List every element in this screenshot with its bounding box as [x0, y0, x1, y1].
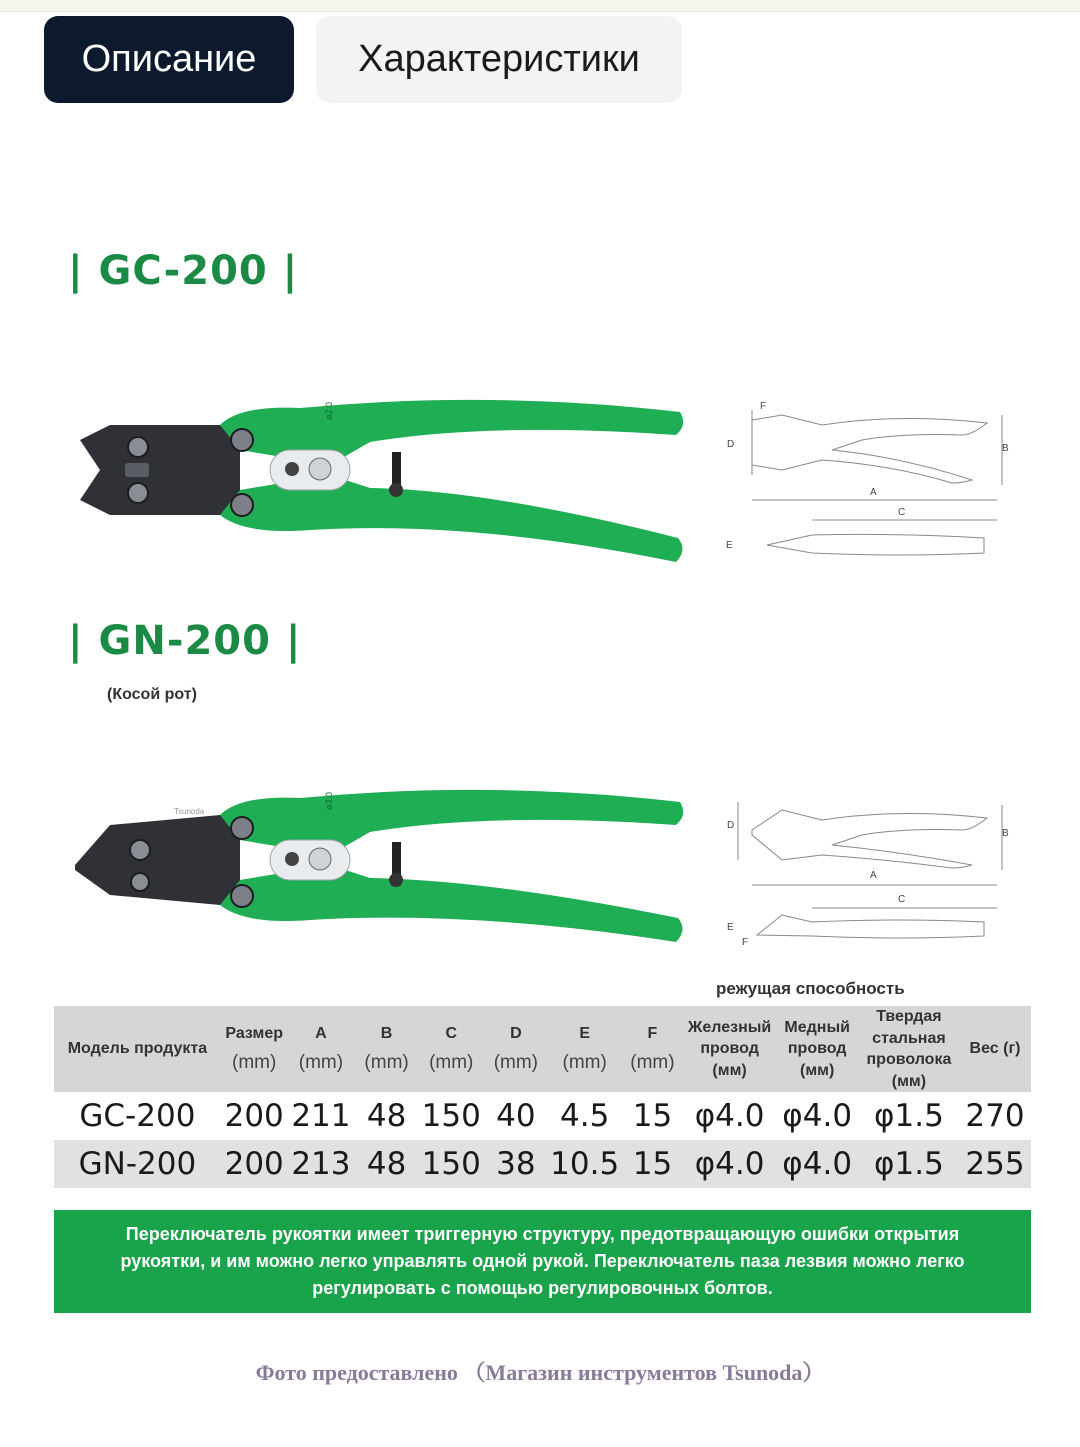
- table-cell: 150: [421, 1098, 481, 1135]
- table-cell: 213: [288, 1140, 355, 1188]
- col-d: D (mm): [484, 1006, 549, 1092]
- table-cell: φ4.0: [782, 1098, 853, 1135]
- model-title-gn200: | GN-200 |: [68, 618, 302, 664]
- table-cell: 200: [221, 1140, 288, 1188]
- svg-text:F: F: [742, 937, 749, 948]
- cutting-capacity-label: режущая способность: [716, 979, 905, 998]
- table-cell: 211: [291, 1098, 351, 1135]
- col-size: Размер (mm): [221, 1006, 288, 1092]
- table-cell: 40: [496, 1098, 536, 1135]
- gn200-engraving: Tsunoda: [174, 807, 205, 816]
- svg-text:C: C: [898, 894, 906, 905]
- col-c: C (mm): [419, 1006, 484, 1092]
- tab-description[interactable]: Описание: [44, 16, 294, 103]
- col-iron-wire: Железный провод (мм): [684, 1006, 776, 1092]
- col-a: A (mm): [288, 1006, 355, 1092]
- svg-text:B: B: [1002, 443, 1009, 454]
- top-status-strip: [0, 0, 1080, 12]
- table-cell: 255: [959, 1140, 1031, 1188]
- table-cell: φ4.0: [694, 1098, 765, 1135]
- svg-text:A: A: [870, 870, 877, 881]
- table-cell: 150: [419, 1140, 484, 1188]
- model-subtitle-gn200: (Косой рот): [107, 686, 197, 703]
- table-cell: 48: [366, 1098, 407, 1135]
- svg-text:C: C: [898, 507, 906, 518]
- table-cell: 48: [354, 1140, 419, 1188]
- col-e: E (mm): [548, 1006, 621, 1092]
- tab-specifications[interactable]: Характеристики: [316, 16, 682, 103]
- table-cell: 38: [484, 1140, 549, 1188]
- svg-text:ø3.0: ø3.0: [324, 791, 334, 810]
- col-copper-wire: Медный провод (мм): [775, 1006, 858, 1092]
- col-b: B (mm): [354, 1006, 419, 1092]
- feature-note: [54, 1210, 1031, 1313]
- spec-table: [54, 1006, 1031, 1188]
- photo-credit: Фото предоставлено （Магазин инструментов Tsunoda）: [255, 1360, 825, 1385]
- svg-text:D: D: [727, 820, 735, 831]
- table-cell: 270: [965, 1098, 1025, 1135]
- table-cell: φ1.5: [859, 1140, 959, 1188]
- table-row-gn200: [54, 1140, 1031, 1188]
- table-cell: 15: [632, 1098, 673, 1135]
- gc200-product-photo: [70, 380, 690, 570]
- svg-text:E: E: [727, 922, 734, 933]
- col-hard-steel-wire: Твердая стальная проволока (мм): [859, 1006, 959, 1092]
- table-cell: φ4.0: [684, 1140, 776, 1188]
- svg-text:A: A: [870, 487, 877, 498]
- table-cell: φ1.5: [874, 1098, 944, 1135]
- gc200-dimension-diagram: [722, 395, 1012, 565]
- table-cell: 4.5: [560, 1098, 610, 1135]
- svg-text:E: E: [726, 540, 733, 551]
- table-cell: GC-200: [79, 1098, 196, 1135]
- table-cell: 10.5: [548, 1140, 621, 1188]
- col-weight: Вес (г): [959, 1006, 1031, 1092]
- svg-text:D: D: [727, 439, 735, 450]
- table-row-gc200: [54, 1092, 1031, 1140]
- svg-text:B: B: [1002, 828, 1009, 839]
- table-cell: GN-200: [54, 1140, 221, 1188]
- feature-note-text: Переключатель рукоятки имеет триггерную структуру, предотвращающую ошибки открытия рукоятки, и им можно легко управлять одной рукой. Переключатель паза лезвия можно легко регулировать с помощью регулировочных болтов.: [120, 1224, 965, 1298]
- gn200-dimension-diagram: [722, 790, 1012, 960]
- table-cell: 15: [621, 1140, 684, 1188]
- svg-text:F: F: [760, 401, 767, 412]
- gn200-product-photo: [70, 770, 690, 950]
- gc200-engraving: ø2.0: [324, 401, 334, 420]
- col-model: Модель продукта: [54, 1006, 221, 1092]
- spec-table-header: [54, 1006, 1031, 1092]
- col-f: F (mm): [621, 1006, 684, 1092]
- model-title-gc200: | GC-200 |: [68, 248, 299, 294]
- table-cell: 200: [224, 1098, 284, 1135]
- table-cell: φ4.0: [775, 1140, 858, 1188]
